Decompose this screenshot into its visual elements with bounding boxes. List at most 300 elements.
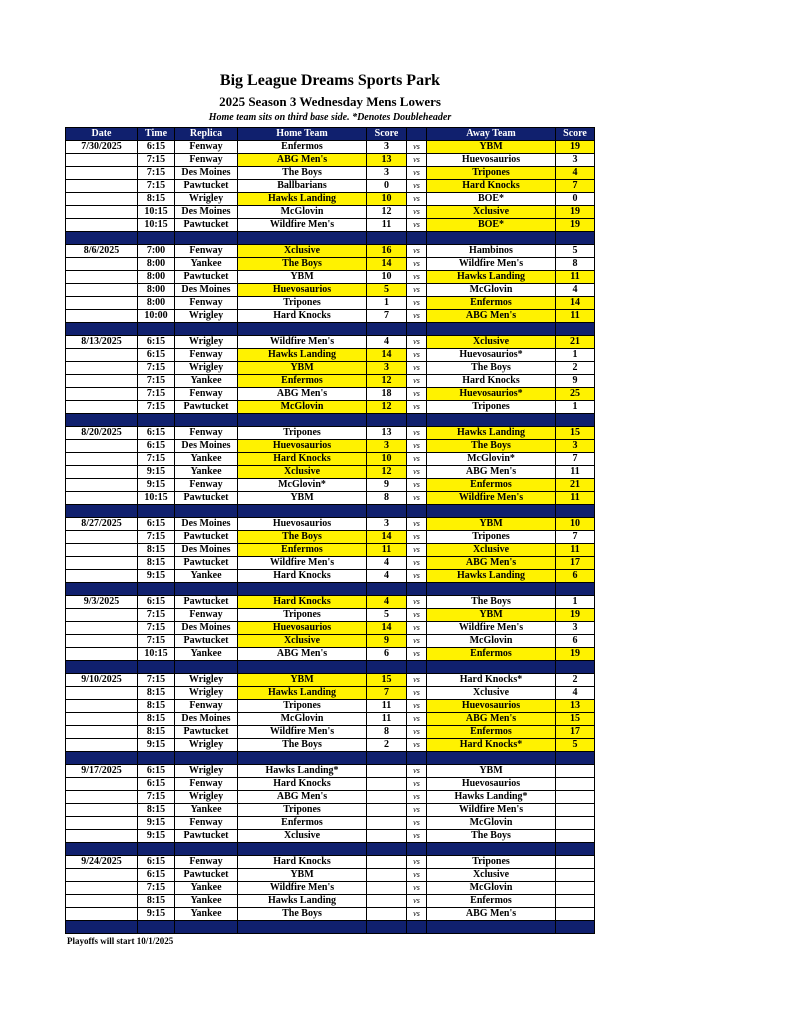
- table-row: [66, 726, 595, 739]
- replica-cell: Fenway: [175, 778, 238, 791]
- away-team-cell: Huevosaurios*: [427, 349, 556, 362]
- away-team-cell: YBM: [427, 518, 556, 531]
- home-team-cell: Enfermos: [238, 544, 367, 557]
- home-score-cell: 11: [367, 544, 407, 557]
- separator-cell: [367, 414, 407, 427]
- replica-cell: Pawtucket: [175, 531, 238, 544]
- away-score-cell: 13: [556, 700, 595, 713]
- away-score-cell: 0: [556, 193, 595, 206]
- home-score-cell: 10: [367, 271, 407, 284]
- away-team-cell: The Boys: [427, 596, 556, 609]
- date-cell: [66, 297, 138, 310]
- header-away-team: Away Team: [427, 128, 556, 141]
- table-row: [66, 440, 595, 453]
- date-cell: [66, 466, 138, 479]
- home-score-cell: [367, 895, 407, 908]
- replica-cell: Pawtucket: [175, 726, 238, 739]
- date-cell: 9/10/2025: [66, 674, 138, 687]
- time-cell: 8:00: [138, 271, 175, 284]
- table-row: [66, 869, 595, 882]
- away-team-cell: McGlovin: [427, 635, 556, 648]
- separator-cell: [238, 921, 367, 934]
- away-score-cell: 19: [556, 219, 595, 232]
- vs-cell: vs: [407, 245, 427, 258]
- away-team-cell: Hambinos: [427, 245, 556, 258]
- separator-cell: [407, 921, 427, 934]
- table-row: [66, 596, 595, 609]
- replica-cell: Pawtucket: [175, 557, 238, 570]
- vs-cell: vs: [407, 427, 427, 440]
- vs-cell: vs: [407, 869, 427, 882]
- schedule-body: [66, 141, 595, 934]
- home-team-cell: The Boys: [238, 531, 367, 544]
- date-cell: [66, 791, 138, 804]
- separator-cell: [367, 232, 407, 245]
- date-cell: [66, 180, 138, 193]
- header-date: Date: [66, 128, 138, 141]
- away-team-cell: Tripones: [427, 167, 556, 180]
- home-team-cell: YBM: [238, 674, 367, 687]
- vs-cell: vs: [407, 856, 427, 869]
- date-cell: [66, 778, 138, 791]
- separator-cell: [556, 583, 595, 596]
- away-score-cell: 11: [556, 492, 595, 505]
- replica-cell: Fenway: [175, 479, 238, 492]
- away-team-cell: YBM: [427, 141, 556, 154]
- page-title: Big League Dreams Sports Park: [219, 72, 441, 89]
- separator-cell: [407, 323, 427, 336]
- table-row: [66, 388, 595, 401]
- home-score-cell: 5: [367, 609, 407, 622]
- away-score-cell: 4: [556, 687, 595, 700]
- separator-cell: [138, 583, 175, 596]
- table-row: [66, 765, 595, 778]
- separator-cell: [175, 414, 238, 427]
- time-cell: 6:15: [138, 427, 175, 440]
- time-cell: 8:15: [138, 895, 175, 908]
- table-row: [66, 466, 595, 479]
- replica-cell: Wrigley: [175, 791, 238, 804]
- time-cell: 9:15: [138, 479, 175, 492]
- separator-cell: [66, 661, 138, 674]
- replica-cell: Pawtucket: [175, 869, 238, 882]
- home-team-cell: Enfermos: [238, 375, 367, 388]
- vs-cell: vs: [407, 544, 427, 557]
- separator-cell: [407, 583, 427, 596]
- home-team-cell: Wildfire Men's: [238, 336, 367, 349]
- separator-cell: [427, 661, 556, 674]
- home-team-cell: McGlovin: [238, 713, 367, 726]
- separator-cell: [427, 232, 556, 245]
- home-team-cell: Xclusive: [238, 245, 367, 258]
- away-team-cell: Huevosaurios*: [427, 388, 556, 401]
- table-row: [66, 206, 595, 219]
- table-row: [66, 180, 595, 193]
- vs-cell: vs: [407, 882, 427, 895]
- home-team-cell: Xclusive: [238, 466, 367, 479]
- separator-cell: [66, 414, 138, 427]
- week-separator-row: [66, 583, 595, 596]
- home-team-cell: YBM: [238, 362, 367, 375]
- away-score-cell: [556, 869, 595, 882]
- vs-cell: vs: [407, 154, 427, 167]
- time-cell: 7:15: [138, 362, 175, 375]
- week-separator-row: [66, 921, 595, 934]
- time-cell: 7:15: [138, 622, 175, 635]
- replica-cell: Pawtucket: [175, 596, 238, 609]
- away-score-cell: 7: [556, 180, 595, 193]
- replica-cell: Des Moines: [175, 544, 238, 557]
- vs-cell: vs: [407, 713, 427, 726]
- time-cell: 8:15: [138, 804, 175, 817]
- date-cell: [66, 375, 138, 388]
- table-row: [66, 167, 595, 180]
- separator-cell: [556, 752, 595, 765]
- time-cell: 7:15: [138, 154, 175, 167]
- home-score-cell: 3: [367, 362, 407, 375]
- away-team-cell: ABG Men's: [427, 908, 556, 921]
- table-row: [66, 908, 595, 921]
- date-cell: [66, 557, 138, 570]
- home-score-cell: 14: [367, 349, 407, 362]
- date-cell: [66, 492, 138, 505]
- date-cell: [66, 362, 138, 375]
- table-row: [66, 258, 595, 271]
- date-cell: [66, 687, 138, 700]
- time-cell: 10:15: [138, 206, 175, 219]
- home-team-cell: Enfermos: [238, 141, 367, 154]
- date-cell: [66, 869, 138, 882]
- vs-cell: vs: [407, 609, 427, 622]
- time-cell: 6:15: [138, 336, 175, 349]
- home-team-cell: Xclusive: [238, 635, 367, 648]
- home-team-cell: Ballbarians: [238, 180, 367, 193]
- date-cell: [66, 570, 138, 583]
- time-cell: 7:15: [138, 882, 175, 895]
- date-cell: 7/30/2025: [66, 141, 138, 154]
- away-team-cell: Enfermos: [427, 895, 556, 908]
- vs-cell: vs: [407, 284, 427, 297]
- time-cell: 7:15: [138, 531, 175, 544]
- home-score-cell: 11: [367, 713, 407, 726]
- home-team-cell: Wildfire Men's: [238, 726, 367, 739]
- home-team-cell: Tripones: [238, 700, 367, 713]
- replica-cell: Yankee: [175, 648, 238, 661]
- home-score-cell: 4: [367, 570, 407, 583]
- separator-cell: [138, 921, 175, 934]
- home-team-cell: YBM: [238, 271, 367, 284]
- separator-cell: [238, 505, 367, 518]
- time-cell: 7:15: [138, 791, 175, 804]
- replica-cell: Yankee: [175, 882, 238, 895]
- away-score-cell: 19: [556, 648, 595, 661]
- home-score-cell: 11: [367, 219, 407, 232]
- replica-cell: Fenway: [175, 609, 238, 622]
- away-team-cell: BOE*: [427, 219, 556, 232]
- date-cell: [66, 544, 138, 557]
- table-row: [66, 544, 595, 557]
- schedule-table: [65, 127, 595, 934]
- date-cell: [66, 700, 138, 713]
- home-team-cell: Hard Knocks: [238, 570, 367, 583]
- vs-cell: vs: [407, 466, 427, 479]
- away-team-cell: BOE*: [427, 193, 556, 206]
- header-vs: [407, 128, 427, 141]
- vs-cell: vs: [407, 830, 427, 843]
- away-team-cell: Tripones: [427, 401, 556, 414]
- home-team-cell: Hard Knocks: [238, 310, 367, 323]
- away-score-cell: 21: [556, 479, 595, 492]
- time-cell: 9:15: [138, 570, 175, 583]
- replica-cell: Fenway: [175, 388, 238, 401]
- vs-cell: vs: [407, 778, 427, 791]
- home-score-cell: [367, 830, 407, 843]
- home-team-cell: McGlovin*: [238, 479, 367, 492]
- replica-cell: Pawtucket: [175, 635, 238, 648]
- replica-cell: Fenway: [175, 349, 238, 362]
- away-team-cell: Wildfire Men's: [427, 804, 556, 817]
- separator-cell: [138, 752, 175, 765]
- home-score-cell: 8: [367, 726, 407, 739]
- away-team-cell: Wildfire Men's: [427, 492, 556, 505]
- table-row: [66, 219, 595, 232]
- time-cell: 8:15: [138, 544, 175, 557]
- replica-cell: Wrigley: [175, 336, 238, 349]
- away-score-cell: [556, 817, 595, 830]
- time-cell: 8:15: [138, 726, 175, 739]
- away-score-cell: 14: [556, 297, 595, 310]
- home-score-cell: 8: [367, 492, 407, 505]
- home-team-cell: Hawks Landing: [238, 895, 367, 908]
- replica-cell: Yankee: [175, 570, 238, 583]
- date-cell: [66, 206, 138, 219]
- away-score-cell: 7: [556, 531, 595, 544]
- table-row: [66, 882, 595, 895]
- replica-cell: Fenway: [175, 154, 238, 167]
- home-team-cell: Hard Knocks: [238, 856, 367, 869]
- replica-cell: Pawtucket: [175, 180, 238, 193]
- table-row: [66, 856, 595, 869]
- header-home-team: Home Team: [238, 128, 367, 141]
- home-score-cell: 15: [367, 674, 407, 687]
- table-row: [66, 518, 595, 531]
- away-team-cell: The Boys: [427, 362, 556, 375]
- replica-cell: Pawtucket: [175, 492, 238, 505]
- home-score-cell: 9: [367, 635, 407, 648]
- home-score-cell: [367, 765, 407, 778]
- vs-cell: vs: [407, 193, 427, 206]
- vs-cell: vs: [407, 219, 427, 232]
- vs-cell: vs: [407, 895, 427, 908]
- separator-cell: [66, 921, 138, 934]
- separator-cell: [556, 843, 595, 856]
- separator-cell: [407, 752, 427, 765]
- home-score-cell: 12: [367, 206, 407, 219]
- separator-cell: [175, 661, 238, 674]
- away-score-cell: 3: [556, 622, 595, 635]
- away-score-cell: 11: [556, 466, 595, 479]
- date-cell: [66, 804, 138, 817]
- vs-cell: vs: [407, 791, 427, 804]
- home-score-cell: [367, 778, 407, 791]
- replica-cell: Wrigley: [175, 739, 238, 752]
- separator-cell: [175, 323, 238, 336]
- header-away-score: Score: [556, 128, 595, 141]
- home-team-cell: Tripones: [238, 427, 367, 440]
- separator-cell: [238, 414, 367, 427]
- vs-cell: vs: [407, 596, 427, 609]
- home-score-cell: [367, 869, 407, 882]
- home-team-cell: YBM: [238, 492, 367, 505]
- home-score-cell: 12: [367, 466, 407, 479]
- separator-cell: [238, 843, 367, 856]
- away-team-cell: The Boys: [427, 830, 556, 843]
- time-cell: 6:15: [138, 778, 175, 791]
- separator-cell: [138, 232, 175, 245]
- time-cell: 7:15: [138, 635, 175, 648]
- vs-cell: vs: [407, 440, 427, 453]
- separator-cell: [427, 583, 556, 596]
- date-cell: [66, 648, 138, 661]
- table-row: [66, 336, 595, 349]
- vs-cell: vs: [407, 297, 427, 310]
- separator-cell: [367, 323, 407, 336]
- home-team-cell: The Boys: [238, 908, 367, 921]
- separator-cell: [556, 505, 595, 518]
- home-team-cell: Tripones: [238, 297, 367, 310]
- table-row: [66, 817, 595, 830]
- table-row: [66, 492, 595, 505]
- time-cell: 10:15: [138, 492, 175, 505]
- date-cell: [66, 713, 138, 726]
- home-team-cell: Huevosaurios: [238, 622, 367, 635]
- home-score-cell: 7: [367, 310, 407, 323]
- vs-cell: vs: [407, 648, 427, 661]
- vs-cell: vs: [407, 167, 427, 180]
- away-team-cell: Xclusive: [427, 869, 556, 882]
- date-cell: [66, 284, 138, 297]
- table-row: [66, 297, 595, 310]
- away-score-cell: 11: [556, 544, 595, 557]
- separator-cell: [367, 921, 407, 934]
- away-team-cell: YBM: [427, 765, 556, 778]
- away-team-cell: Wildfire Men's: [427, 622, 556, 635]
- week-separator-row: [66, 414, 595, 427]
- away-score-cell: 2: [556, 362, 595, 375]
- separator-cell: [407, 414, 427, 427]
- away-score-cell: 19: [556, 141, 595, 154]
- away-team-cell: Hard Knocks: [427, 180, 556, 193]
- separator-cell: [175, 843, 238, 856]
- table-row: [66, 648, 595, 661]
- time-cell: 6:15: [138, 765, 175, 778]
- table-row: [66, 713, 595, 726]
- vs-cell: vs: [407, 401, 427, 414]
- vs-cell: vs: [407, 635, 427, 648]
- replica-cell: Yankee: [175, 375, 238, 388]
- away-team-cell: The Boys: [427, 440, 556, 453]
- away-score-cell: [556, 765, 595, 778]
- home-score-cell: 18: [367, 388, 407, 401]
- header-time: Time: [138, 128, 175, 141]
- home-score-cell: 10: [367, 453, 407, 466]
- home-team-cell: ABG Men's: [238, 648, 367, 661]
- week-separator-row: [66, 752, 595, 765]
- time-cell: 9:15: [138, 466, 175, 479]
- week-separator-row: [66, 843, 595, 856]
- away-score-cell: 6: [556, 570, 595, 583]
- table-row: [66, 349, 595, 362]
- date-cell: [66, 271, 138, 284]
- separator-cell: [556, 921, 595, 934]
- replica-cell: Fenway: [175, 427, 238, 440]
- vs-cell: vs: [407, 492, 427, 505]
- replica-cell: Fenway: [175, 856, 238, 869]
- vs-cell: vs: [407, 349, 427, 362]
- home-team-cell: McGlovin: [238, 206, 367, 219]
- separator-cell: [367, 583, 407, 596]
- vs-cell: vs: [407, 726, 427, 739]
- away-score-cell: 17: [556, 726, 595, 739]
- vs-cell: vs: [407, 804, 427, 817]
- home-score-cell: 13: [367, 427, 407, 440]
- separator-cell: [238, 323, 367, 336]
- time-cell: 7:15: [138, 401, 175, 414]
- time-cell: 10:15: [138, 219, 175, 232]
- away-team-cell: Hard Knocks*: [427, 674, 556, 687]
- date-cell: [66, 388, 138, 401]
- home-team-cell: The Boys: [238, 739, 367, 752]
- time-cell: 7:15: [138, 674, 175, 687]
- separator-cell: [175, 505, 238, 518]
- vs-cell: vs: [407, 674, 427, 687]
- table-row: [66, 453, 595, 466]
- date-cell: 9/3/2025: [66, 596, 138, 609]
- separator-cell: [407, 232, 427, 245]
- away-score-cell: [556, 778, 595, 791]
- replica-cell: Fenway: [175, 297, 238, 310]
- home-score-cell: 10: [367, 193, 407, 206]
- table-row: [66, 622, 595, 635]
- home-score-cell: [367, 908, 407, 921]
- home-team-cell: Hard Knocks: [238, 778, 367, 791]
- time-cell: 6:15: [138, 349, 175, 362]
- home-score-cell: [367, 882, 407, 895]
- vs-cell: vs: [407, 180, 427, 193]
- away-score-cell: 8: [556, 258, 595, 271]
- table-row: [66, 895, 595, 908]
- separator-cell: [138, 661, 175, 674]
- replica-cell: Pawtucket: [175, 830, 238, 843]
- home-team-cell: McGlovin: [238, 401, 367, 414]
- home-team-cell: ABG Men's: [238, 388, 367, 401]
- table-row: [66, 557, 595, 570]
- home-score-cell: 16: [367, 245, 407, 258]
- vs-cell: vs: [407, 739, 427, 752]
- date-cell: [66, 531, 138, 544]
- table-row: [66, 245, 595, 258]
- time-cell: 6:15: [138, 518, 175, 531]
- separator-cell: [427, 921, 556, 934]
- separator-cell: [427, 752, 556, 765]
- home-team-cell: Hawks Landing: [238, 193, 367, 206]
- away-team-cell: Enfermos: [427, 648, 556, 661]
- vs-cell: vs: [407, 765, 427, 778]
- week-separator-row: [66, 505, 595, 518]
- away-team-cell: Hard Knocks*: [427, 739, 556, 752]
- away-score-cell: 2: [556, 674, 595, 687]
- home-team-cell: Huevosaurios: [238, 518, 367, 531]
